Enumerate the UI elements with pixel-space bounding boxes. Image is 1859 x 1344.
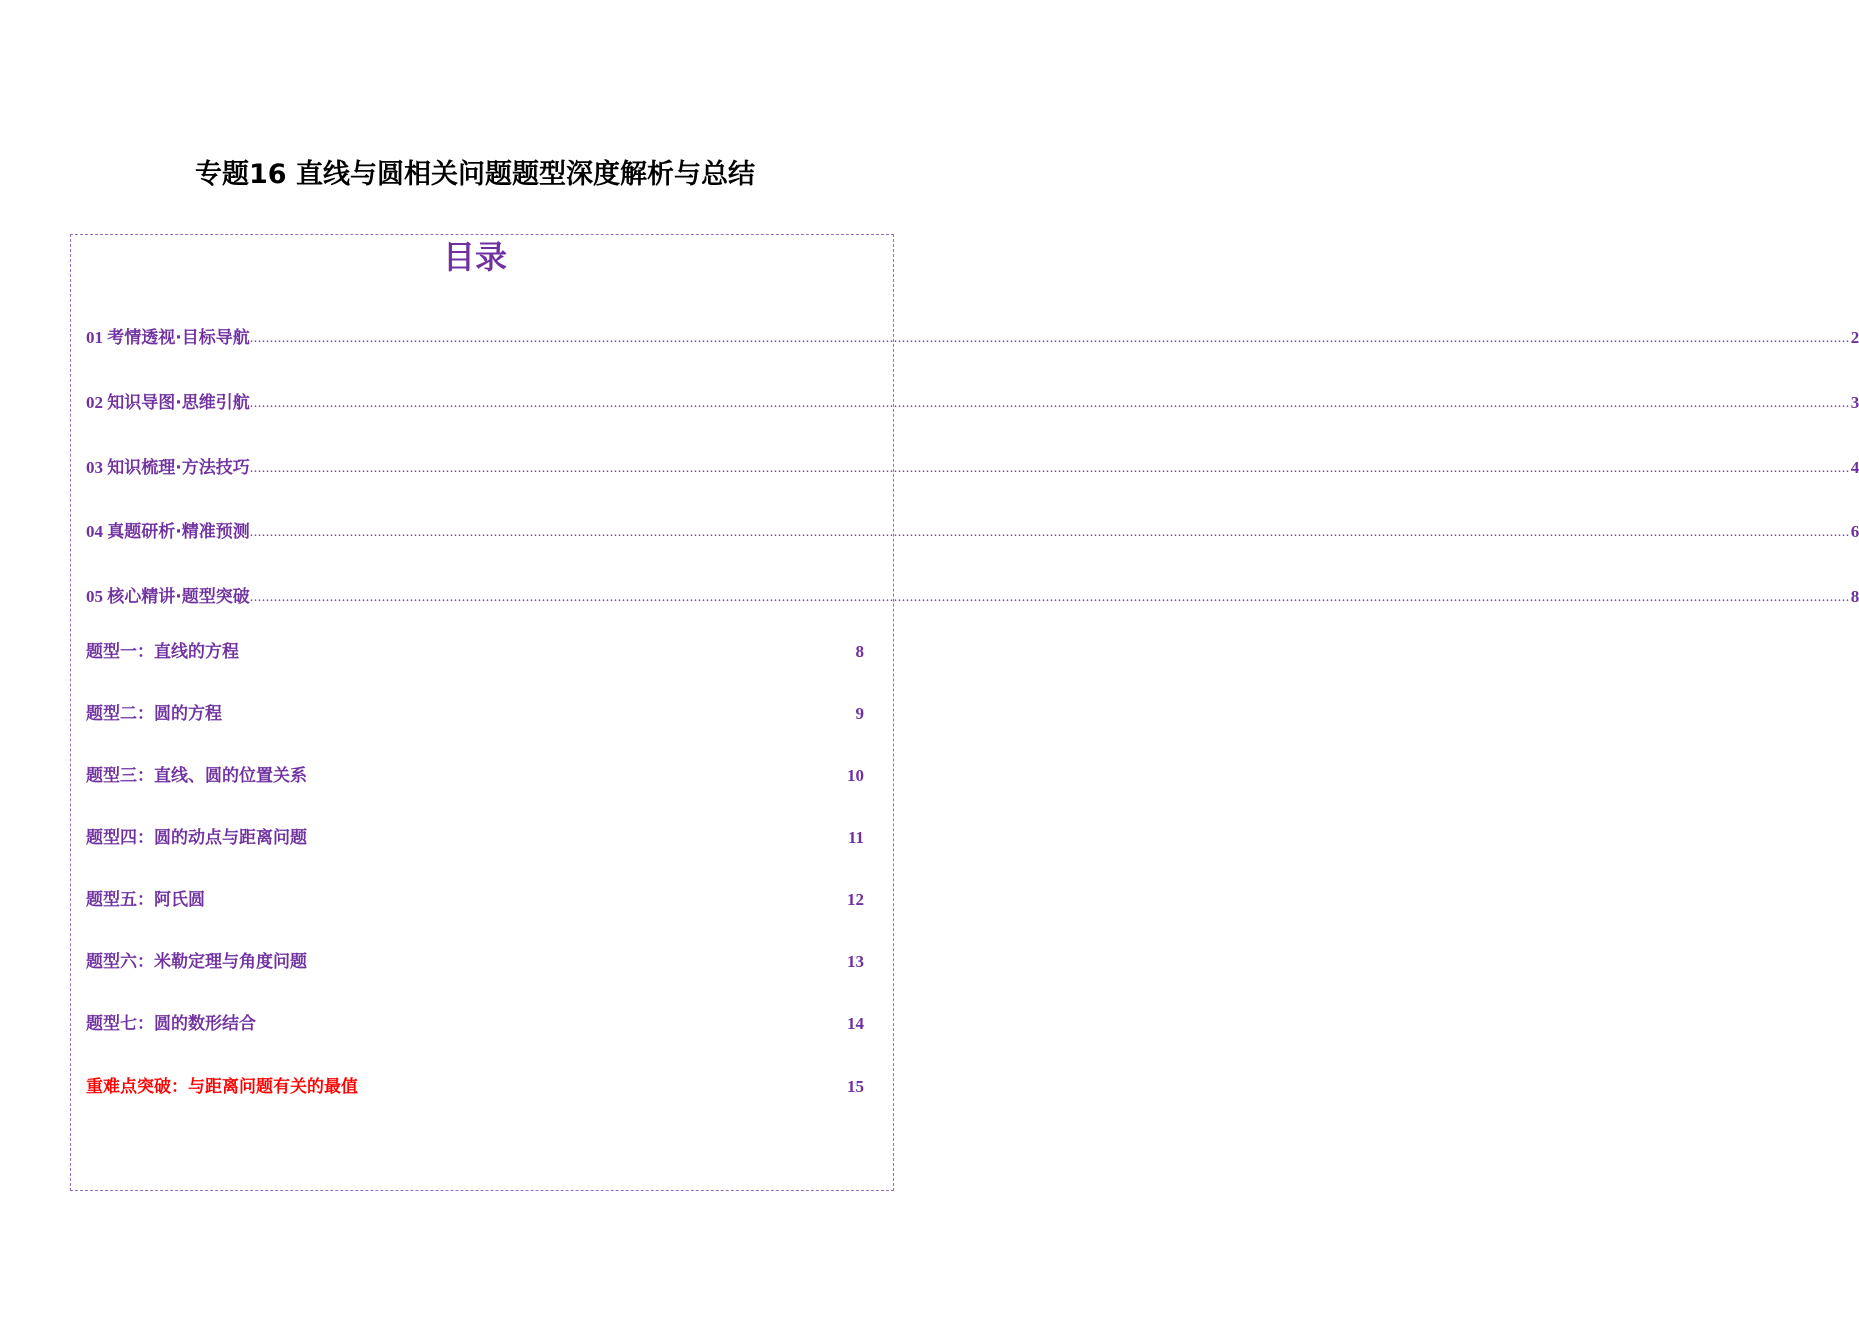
toc-type-page: 13 [847,952,864,971]
toc-entry-number: 01 [86,328,103,347]
toc-entry-page: 6 [1850,522,1859,541]
toc-entry-04[interactable] [86,518,1859,542]
toc-type-6[interactable] [86,948,864,972]
toc-highlight-title: 重难点突破：与距离问题有关的最值 [86,1077,358,1097]
document-title: 专题16 直线与圆相关问题题型深度解析与总结 [195,159,755,190]
toc-entry-number: 02 [86,393,103,412]
toc-type-title: 题型五：阿氏圆 [86,890,205,910]
toc-type-page: 11 [847,828,864,847]
toc-type-title: 题型七：圆的数形结合 [86,1014,256,1034]
dot-leader: ................................................................................................................................................................................................................................................................................................................................................................................................................ [249,590,1850,605]
toc-heading: 目录 [442,238,507,276]
toc-type-1[interactable] [86,638,864,662]
toc-type-title: 题型二：圆的方程 [86,704,222,724]
toc-entry-page: 3 [1850,393,1859,412]
toc-type-2[interactable] [86,700,864,724]
toc-type-page: 10 [847,766,864,785]
toc-type-page: 8 [855,642,864,661]
dot-leader: ................................................................................................................................................................................................................................................................................................................................................................................................................ [249,396,1850,411]
toc-entry-title: 考情透视·目标导航 [107,328,250,348]
toc-highlight-page: 15 [847,1077,864,1096]
dot-leader: ................................................................................................................................................................................................................................................................................................................................................................................................................ [249,331,1850,346]
toc-highlight[interactable] [86,1073,864,1097]
dot-leader: ................................................................................................................................................................................................................................................................................................................................................................................................................ [249,525,1850,540]
toc-entry-02[interactable] [86,389,1859,413]
toc-entry-01[interactable] [86,324,1859,348]
toc-type-page: 14 [847,1014,864,1033]
toc-type-title: 题型一：直线的方程 [86,642,239,662]
toc-entry-number: 04 [86,522,103,541]
toc-type-page: 12 [847,890,864,909]
toc-entry-number: 05 [86,587,103,606]
toc-type-title: 题型四：圆的动点与距离问题 [86,828,307,848]
toc-type-7[interactable] [86,1010,864,1034]
toc-type-4[interactable] [86,824,864,848]
toc-entry-title: 核心精讲·题型突破 [107,587,250,607]
toc-type-title: 题型三：直线、圆的位置关系 [86,766,307,786]
toc-type-3[interactable] [86,762,864,786]
toc-type-5[interactable] [86,886,864,910]
toc-entry-number: 03 [86,458,103,477]
toc-entry-title: 知识梳理·方法技巧 [107,458,250,478]
toc-type-title: 题型六：米勒定理与角度问题 [86,952,307,972]
toc-entry-page: 4 [1850,458,1859,477]
dot-leader: ................................................................................................................................................................................................................................................................................................................................................................................................................ [249,461,1850,476]
toc-entry-05[interactable] [86,583,1859,607]
toc-entry-title: 知识导图·思维引航 [107,393,250,413]
toc-type-page: 9 [855,704,864,723]
toc-entry-title: 真题研析·精准预测 [107,522,250,542]
toc-entry-03[interactable] [86,454,1859,478]
toc-entry-page: 8 [1850,587,1859,606]
toc-entry-page: 2 [1850,328,1859,347]
